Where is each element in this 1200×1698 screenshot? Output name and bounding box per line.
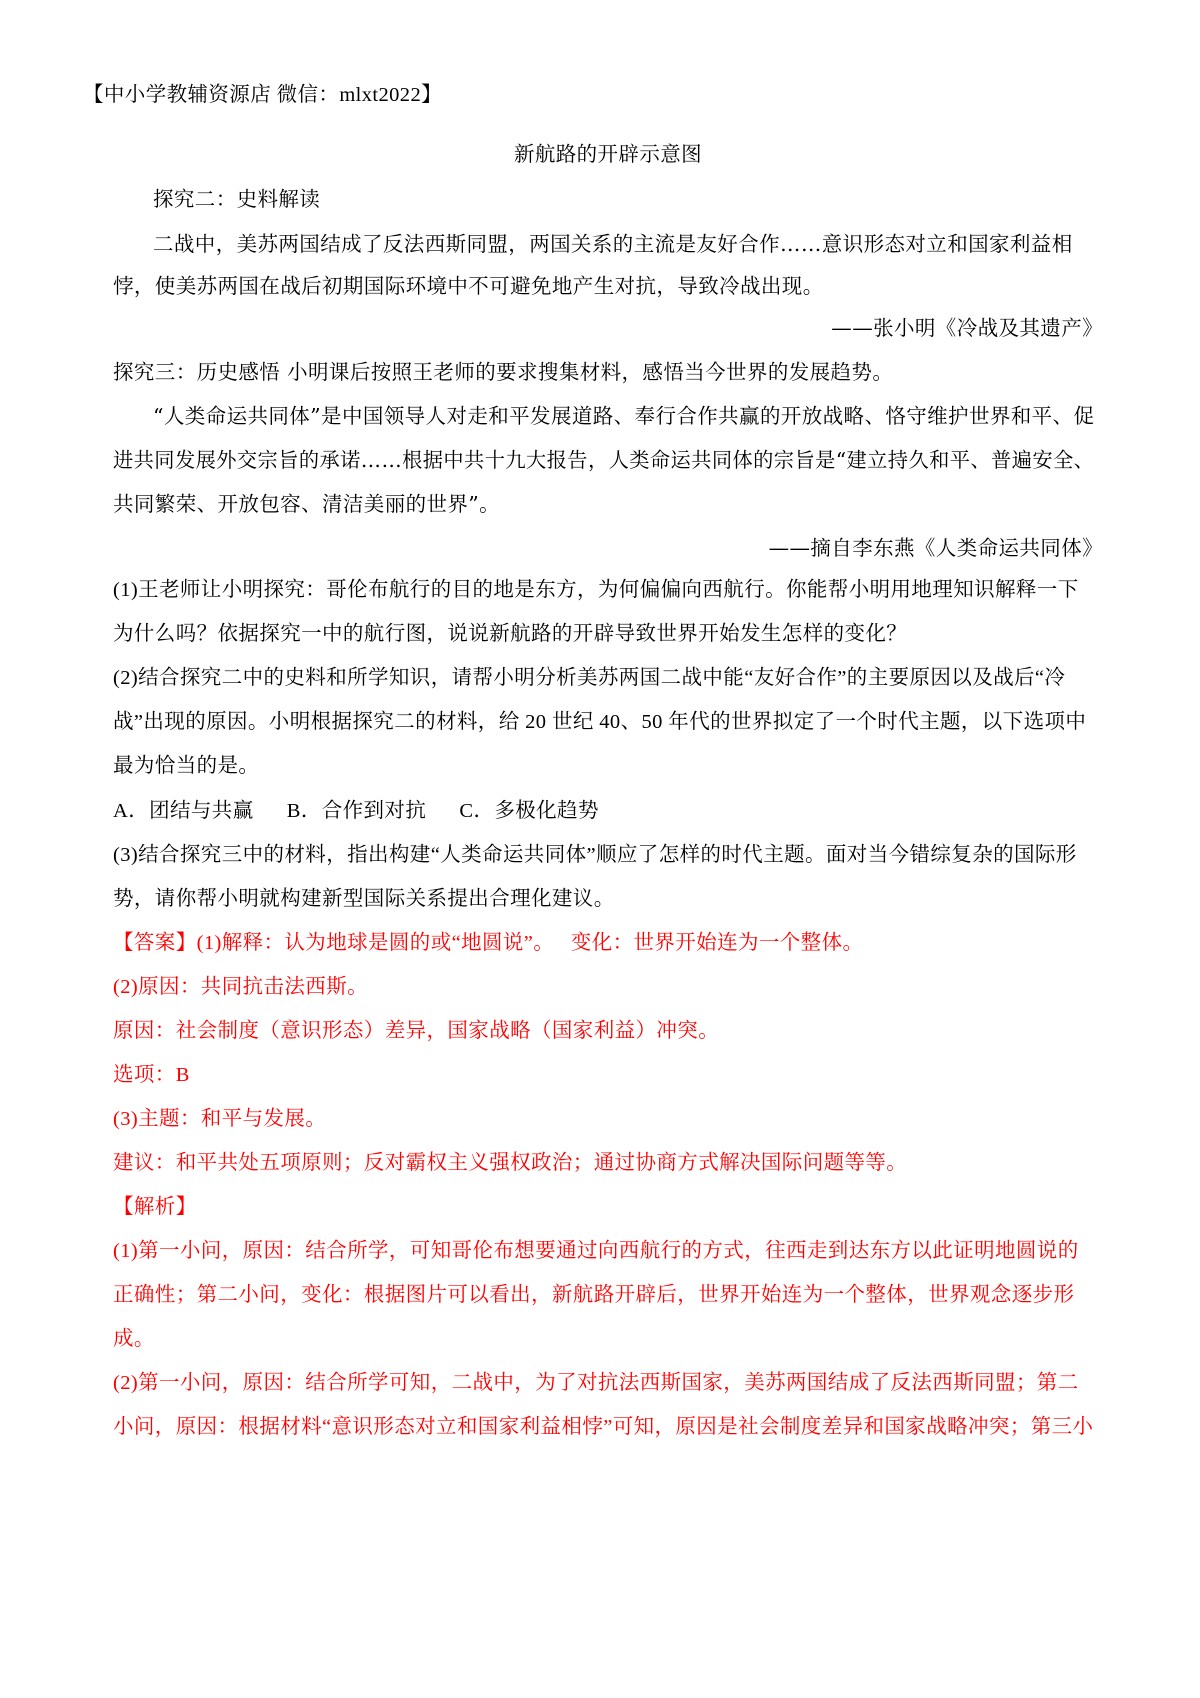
question-3-line-1: (3)结合探究三中的材料，指出构建“人类命运共同体”顺应了怎样的时代主题。面对当今错综复杂的国际形 (113, 844, 1077, 866)
inquiry2-source: ——张小明《冷战及其遗产》 (831, 316, 1103, 340)
answer-line-4: 选项：B (113, 1064, 190, 1086)
question-2-line-2: 战”出现的原因。小明根据探究二的材料，给 20 世纪 40、50 年代的世界拟定了一个时代主题，以下选项中 (113, 711, 1087, 733)
analysis-line-4: (2)第一小问，原因：结合所学可知，二战中，为了对抗法西斯国家，美苏两国结成了反法西斯同盟；第二 (113, 1372, 1079, 1394)
inquiry2-line-1: 二战中，美苏两国结成了反法西斯同盟，两国关系的主流是友好合作……意识形态对立和国家利益相 (153, 232, 1073, 256)
inquiry3-title: 探究三：历史感悟 小明课后按照王老师的要求搜集材料，感悟当今世界的发展趋势。 (113, 360, 894, 384)
question-3-line-2: 势，请你帮小明就构建新型国际关系提出合理化建议。 (113, 888, 615, 910)
question-2-options: A．团结与共赢 B．合作到对抗 C．多极化趋势 (113, 800, 599, 822)
answer-line-2: (2)原因：共同抗击法西斯。 (113, 976, 369, 998)
inquiry2-title: 探究二：史料解读 (153, 187, 321, 211)
answer-line-5: (3)主题：和平与发展。 (113, 1108, 327, 1130)
answer-line-1: 【答案】(1)解释：认为地球是圆的或“地圆说”。 变化：世界开始连为一个整体。 (113, 932, 864, 954)
question-2-line-3: 最为恰当的是。 (113, 755, 260, 777)
analysis-line-3: 成。 (113, 1328, 155, 1350)
question-1-line-2: 为什么吗？依据探究一中的航行图，说说新航路的开辟导致世界开始发生怎样的变化？ (113, 623, 908, 645)
question-2-line-1: (2)结合探究二中的史料和所学知识，请帮小明分析美苏两国二战中能“友好合作”的主要原因以及战后“冷 (113, 667, 1066, 689)
analysis-title: 【解析】 (113, 1196, 197, 1218)
question-1-line-1: (1)王老师让小明探究：哥伦布航行的目的地是东方，为何偏偏向西航行。你能帮小明用地理知识解释一下 (113, 579, 1079, 601)
answer-line-6: 建议：和平共处五项原则；反对霸权主义强权政治；通过协商方式解决国际问题等等。 (113, 1152, 908, 1174)
analysis-line-1: (1)第一小问，原因：结合所学，可知哥伦布想要通过向西航行的方式，往西走到达东方以此证明地圆说的 (113, 1240, 1079, 1262)
inquiry3-source: ——摘自李东燕《人类命运共同体》 (768, 536, 1103, 560)
analysis-line-5: 小问，原因：根据材料“意识形态对立和国家利益相悖”可知，原因是社会制度差异和国家战略冲突；第三小 (113, 1416, 1094, 1438)
analysis-line-2: 正确性；第二小问，变化：根据图片可以看出，新航路开辟后，世界开始连为一个整体，世界观念逐步形 (113, 1284, 1075, 1306)
inquiry2-line-2: 悖，使美苏两国在战后初期国际环境中不可避免地产生对抗，导致冷战出现。 (113, 274, 824, 298)
inquiry3-line-3: 共同繁荣、开放包容、清洁美丽的世界”。 (113, 492, 501, 516)
figure-caption: 新航路的开辟示意图 (513, 142, 703, 166)
watermark-header: 【中小学教辅资源店 微信：mlxt2022】 (83, 84, 443, 106)
inquiry3-line-1: “人类命运共同体”是中国领导人对走和平发展道路、奉行合作共赢的开放战略、恪守维护世界和平、促 (153, 404, 1095, 428)
inquiry3-line-2: 进共同发展外交宗旨的承诺……根据中共十九大报告，人类命运共同体的宗旨是“建立持久和平、普遍安全、 (113, 448, 1095, 472)
answer-line-3: 原因：社会制度（意识形态）差异，国家战略（国家利益）冲突。 (113, 1020, 720, 1042)
